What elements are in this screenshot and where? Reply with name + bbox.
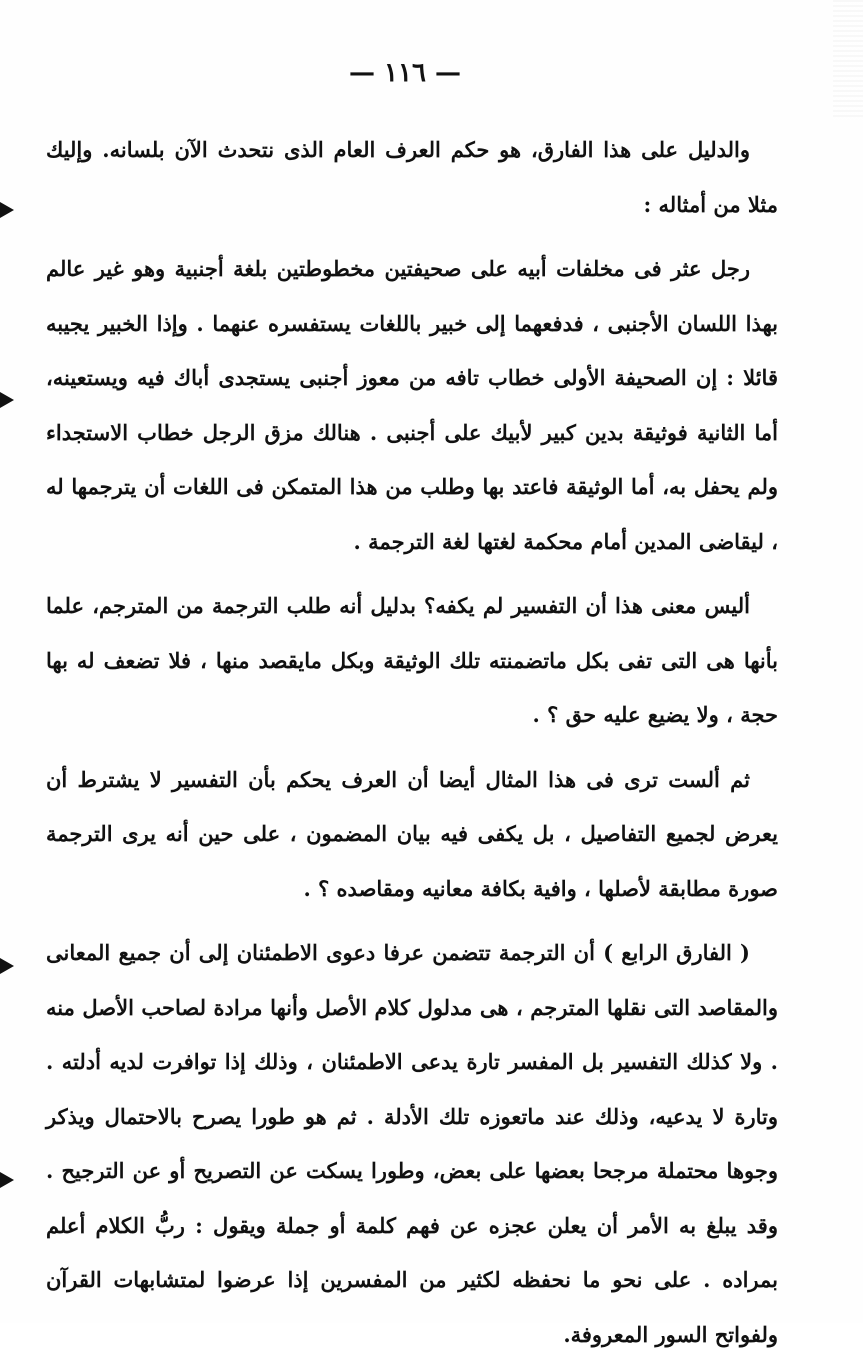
margin-arrow-icon: [0, 958, 14, 974]
body-text: [46, 123, 778, 1372]
margin-arrow-icon: [0, 202, 14, 218]
margin-arrow-icon: [0, 1172, 14, 1188]
paragraph-5: ( الفارق الرابع ) أن الترجمة تتضمن عرفا دعوى الاطمئنان إلى أن جميع المعانى والمقاصد التى نقلها المترجم ، هى مدلول كلام الأصل وأنها مرادة لصاحب الأصل منه . ولا كذلك التفسير بل المفسر تارة يدعى الاطمئنان ، وذلك إذا توافرت لديه أدلته . وتارة لا يدعيه، وذلك عند ماتعوزه تلك الأدلة . ثم هو طورا يصرح بالاحتمال ويذكر وجوها محتملة مرجحا بعضها على بعض، وطورا يسكت عن التصريح أو عن الترجيح . وقد يبلغ به الأمر أن يعلن عجزه عن فهم كلمة أو جملة ويقول : ربُّ الكلام أعلم بمراده . على نحو ما نحفظه لكثير من المفسرين إذا عرضوا لمتشابهات القرآن ولفواتح السور المعروفة.: [46, 940, 778, 1347]
paragraph-4: ثم ألست ترى فى هذا المثال أيضا أن العرف يحكم بأن التفسير لا يشترط أن يعرض لجميع التفاصيل ، بل يكفى فيه بيان المضمون ، على حين أنه يرى الترجمة صورة مطابقة لأصلها ، وافية بكافة معانيه ومقاصده ؟ .: [46, 766, 778, 901]
margin-arrow-icon: [0, 392, 14, 408]
paragraph-1: والدليل على هذا الفارق، هو حكم العرف العام الذى نتحدث الآن بلسانه. وإليك مثلا من أمثاله :: [46, 137, 778, 217]
paragraph-2: رجل عثر فى مخلفات أبيه على صحيفتين مخطوطتين بلغة أجنبية وهو غير عالم بهذا اللسان الأجنبى ، فدفعهما إلى خبير باللغات يستفسره عنهما . وإذا الخبير يجيبه قائلا : إن الصحيفة الأولى خطاب تافه من معوز أجنبى يستجدى أباك فيه ويستعينه، أما الثانية فوثيقة بدين كبير لأبيك على أجنبى . هنالك مزق الرجل خطاب الاستجداء ولم يحفل به، أما الوثيقة فاعتد بها وطلب من هذا المتمكن فى اللغات أن يترجمها له ، ليقاضى المدين أمام محكمة لغتها لغة الترجمة .: [46, 256, 778, 554]
page-number: — ١١٦ —: [348, 58, 462, 88]
page-edge-texture: [833, 0, 863, 120]
paragraph-3: أليس معنى هذا أن التفسير لم يكفه؟ بدليل أنه طلب الترجمة من المترجم، علما بأنها هى التى تفى بكل ماتضمنته تلك الوثيقة وبكل مايقصد منها ، فلا تضعف له بها حجة ، ولا يضيع عليه حق ؟ .: [46, 593, 778, 727]
